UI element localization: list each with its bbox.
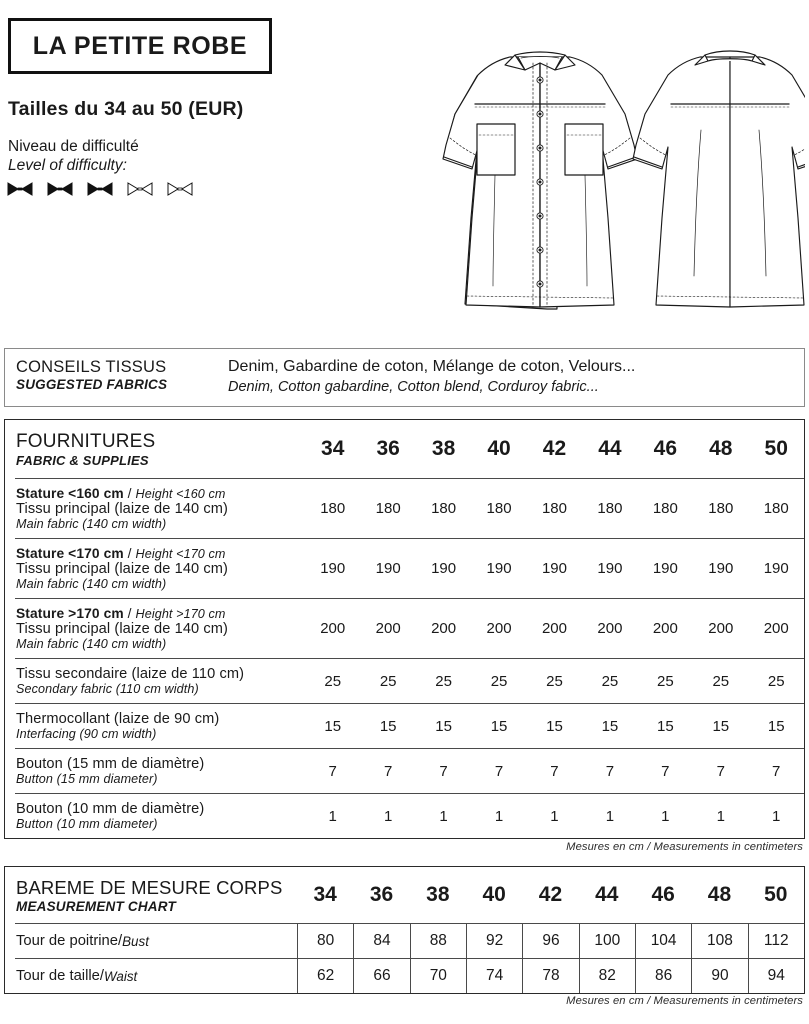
- supplies-cell-46: 15: [657, 717, 674, 735]
- supplies-cell-34: 180: [320, 500, 346, 517]
- measurement-size-header-cell-38: 38: [426, 883, 450, 906]
- brand-title-box: [8, 18, 272, 74]
- supplies-cell-50: 200: [763, 620, 789, 637]
- supplies-cell-48: 7: [716, 762, 725, 780]
- supplies-size-header-cell-42: 42: [542, 437, 567, 460]
- supplies-row-label-en: Secondary fabric (110 cm width): [16, 682, 199, 696]
- measurement-cell-48: 90: [691, 959, 747, 993]
- bowtie-spool-icon: [127, 182, 153, 196]
- supplies-row-values: [305, 718, 804, 735]
- supplies-cell-46: 190: [652, 560, 678, 577]
- supplies-cell-48: 25: [712, 672, 730, 690]
- supplies-cell-40: 180: [486, 500, 512, 517]
- measurement-cell-40: 74: [466, 959, 522, 993]
- supplies-cell-42: 25: [546, 672, 563, 690]
- supplies-row-label: [15, 539, 305, 598]
- supplies-size-header-cell-46: 46: [653, 437, 678, 460]
- supplies-cell-36: 180: [375, 500, 401, 517]
- supplies-row-label-fr: Tissu secondaire (laize de 110 cm): [16, 666, 245, 682]
- supplies-cell-40: 1: [494, 807, 504, 825]
- supplies-row-values: [305, 808, 804, 825]
- supplies-heading-fr: FOURNITURES: [16, 430, 156, 452]
- supplies-row-values: [305, 620, 804, 637]
- supplies-row-values: [305, 500, 804, 517]
- supplies-cell-38: 190: [431, 560, 457, 577]
- table-row: [15, 703, 804, 748]
- table-row: [15, 958, 804, 993]
- bowtie-spool-icon: [167, 182, 193, 196]
- measurement-footnote: Mesures en cm / Measurements in centimeters: [566, 995, 803, 1007]
- measurement-size-header-cell-50: 50: [764, 883, 788, 906]
- supplies-row-values: [305, 763, 804, 780]
- measurement-cell-48: 108: [691, 924, 747, 958]
- bowtie-spool-icon: [87, 182, 113, 196]
- supplies-cell-48: 200: [708, 620, 734, 637]
- supplies-cell-50: 15: [767, 717, 785, 735]
- supplies-size-header-cell-44: 44: [598, 437, 622, 460]
- measurement-cell-38: 70: [410, 959, 466, 993]
- supplies-row-label: [15, 794, 305, 838]
- supplies-cell-44: 1: [605, 807, 615, 825]
- fabrics-heading: [5, 358, 218, 392]
- supplies-cell-50: 7: [772, 762, 781, 780]
- measurement-rows: [5, 923, 804, 993]
- supplies-row-condition: Stature <170 cm / Height <170 cm: [16, 546, 226, 561]
- supplies-row-label-fr: Bouton (15 mm de diamètre): [16, 756, 205, 772]
- measurement-cell-50: 94: [748, 959, 804, 993]
- supplies-row-condition: Stature >170 cm / Height >170 cm: [16, 606, 226, 621]
- supplies-row-label-fr: Bouton (10 mm de diamètre): [16, 801, 205, 817]
- dress-back-technical-drawing: [633, 51, 805, 307]
- fabrics-values: [218, 358, 804, 395]
- supplies-cell-36: 25: [379, 672, 397, 690]
- supplies-cell-46: 180: [652, 500, 678, 517]
- table-row: [15, 793, 804, 838]
- supplies-cell-42: 180: [541, 500, 567, 517]
- supplies-row-label: [15, 659, 305, 703]
- supplies-cell-42: 200: [541, 620, 567, 637]
- measurement-cell-34: 80: [297, 924, 353, 958]
- measurement-heading-fr: BAREME DE MESURE CORPS: [16, 876, 283, 898]
- difficulty-rating: [7, 182, 193, 196]
- suggested-fabrics-table: [4, 348, 805, 407]
- measurement-cell-50: 112: [748, 924, 804, 958]
- supplies-cell-38: 1: [439, 807, 448, 825]
- supplies-footnote: Mesures en cm / Measurements in centimeters: [566, 841, 803, 853]
- supplies-row-values: [305, 560, 804, 577]
- dress-front-technical-drawing: [443, 52, 637, 309]
- supplies-cell-36: 200: [375, 620, 401, 637]
- supplies-row-label-en: Interfacing (90 cm width): [16, 727, 157, 741]
- supplies-cell-42: 190: [541, 560, 567, 577]
- measurement-header-row: [5, 867, 804, 923]
- measurement-size-header-cell-48: 48: [707, 883, 732, 906]
- supplies-cell-36: 15: [379, 717, 397, 735]
- supplies-size-header-cell-38: 38: [431, 437, 456, 460]
- measurement-cell-34: 62: [297, 959, 353, 993]
- table-row: [15, 748, 804, 793]
- fabrics-heading-en: SUGGESTED FABRICS: [16, 377, 168, 392]
- supplies-cell-38: 25: [435, 672, 452, 690]
- supplies-cell-50: 180: [763, 500, 789, 517]
- supplies-size-header-cell-40: 40: [487, 437, 511, 460]
- supplies-row-label-fr: Tissu principal (laize de 140 cm): [16, 621, 229, 637]
- supplies-rows: [5, 478, 804, 838]
- supplies-cell-48: 190: [708, 560, 734, 577]
- measurement-cell-42: 96: [522, 924, 578, 958]
- measurement-size-header-cell-46: 46: [651, 883, 675, 906]
- supplies-cell-50: 1: [772, 807, 781, 825]
- supplies-cell-50: 190: [763, 560, 789, 577]
- supplies-cell-44: 15: [601, 717, 619, 735]
- fabrics-value-fr: Denim, Gabardine de coton, Mélange de coton, Velours...: [228, 358, 636, 375]
- measurement-heading: [5, 877, 297, 914]
- table-row: [15, 923, 804, 958]
- supplies-cell-46: 25: [657, 672, 674, 690]
- supplies-cell-46: 200: [652, 620, 678, 637]
- supplies-heading-en: FABRIC & SUPPLIES: [16, 452, 149, 468]
- supplies-cell-36: 190: [375, 560, 401, 577]
- supplies-cell-42: 7: [550, 762, 559, 780]
- supplies-row-label: [15, 704, 305, 748]
- supplies-size-header-cell-48: 48: [709, 437, 733, 460]
- supplies-cell-40: 190: [486, 560, 512, 577]
- bowtie-spool-icon: [47, 182, 73, 196]
- table-row: [15, 538, 804, 598]
- table-row: [15, 478, 804, 538]
- measurement-cell-36: 66: [353, 959, 409, 993]
- measurement-cell-42: 78: [522, 959, 578, 993]
- supplies-heading: [5, 431, 305, 468]
- supplies-cell-44: 25: [601, 672, 619, 690]
- supplies-row-label: [15, 599, 305, 658]
- measurement-size-header-cell-36: 36: [369, 883, 394, 906]
- technical-drawings: [415, 18, 805, 330]
- measurement-row-label: Tour de poitrine / Bust: [16, 933, 149, 949]
- supplies-row-label-fr: Tissu principal (laize de 140 cm): [16, 561, 229, 577]
- measurement-cell-36: 84: [353, 924, 409, 958]
- supplies-cell-34: 200: [320, 620, 346, 637]
- supplies-cell-34: 1: [328, 807, 337, 825]
- supplies-cell-48: 180: [708, 500, 734, 517]
- supplies-cell-38: 7: [439, 762, 448, 780]
- supplies-cell-48: 1: [716, 807, 725, 825]
- supplies-row-label-en: Main fabric (140 cm width): [16, 637, 167, 651]
- difficulty-label-en: Level of difficulty:: [8, 157, 127, 174]
- supplies-size-header-cell-36: 36: [376, 437, 400, 460]
- supplies-cell-44: 190: [597, 560, 623, 577]
- supplies-cell-44: 180: [597, 500, 623, 517]
- supplies-cell-34: 190: [320, 560, 346, 577]
- supplies-row-label-en: Main fabric (140 cm width): [16, 517, 167, 531]
- supplies-cell-44: 200: [597, 620, 623, 637]
- measurement-cell-40: 92: [466, 924, 522, 958]
- supplies-cell-44: 7: [605, 762, 615, 780]
- supplies-row-label-en: Main fabric (140 cm width): [16, 577, 167, 591]
- table-row: [15, 658, 804, 703]
- supplies-cell-46: 7: [661, 762, 670, 780]
- supplies-row-label-fr: Tissu principal (laize de 140 cm): [16, 501, 229, 517]
- supplies-cell-38: 15: [435, 717, 452, 735]
- measurement-size-header-cell-40: 40: [482, 883, 506, 906]
- fabrics-value-en: Denim, Cotton gabardine, Cotton blend, Corduroy fabric...: [228, 379, 599, 395]
- supplies-cell-38: 200: [431, 620, 457, 637]
- supplies-row-values: [305, 673, 804, 690]
- supplies-row-label-en: Button (10 mm diameter): [16, 817, 158, 831]
- supplies-cell-46: 1: [661, 807, 670, 825]
- supplies-cell-42: 15: [546, 717, 563, 735]
- measurement-cell-44: 100: [579, 924, 635, 958]
- measurement-size-header-cell-42: 42: [538, 883, 563, 906]
- supplies-header-row: [5, 420, 804, 478]
- supplies-row-label: [15, 749, 305, 793]
- supplies-size-columns: [305, 437, 804, 461]
- supplies-cell-36: 1: [383, 807, 393, 825]
- table-row: [15, 598, 804, 658]
- supplies-row-label-en: Button (15 mm diameter): [16, 772, 158, 786]
- supplies-cell-42: 1: [550, 807, 559, 825]
- supplies-cell-34: 15: [324, 717, 342, 735]
- measurement-cell-46: 104: [635, 924, 691, 958]
- measurement-cell-46: 86: [635, 959, 691, 993]
- supplies-cell-38: 180: [431, 500, 457, 517]
- measurement-size-header-cell-44: 44: [595, 883, 619, 906]
- measurement-heading-en: MEASUREMENT CHART: [16, 898, 176, 914]
- difficulty-label-fr: Niveau de difficulté: [8, 138, 139, 155]
- page-title: LA PETITE ROBE: [32, 31, 248, 60]
- supplies-row-label-fr: Thermocollant (laize de 90 cm): [16, 711, 220, 727]
- supplies-cell-50: 25: [767, 672, 785, 690]
- measurement-chart-table: [4, 866, 805, 994]
- supplies-cell-40: 7: [494, 762, 504, 780]
- measurement-size-header-cell-34: 34: [313, 883, 337, 906]
- supplies-size-header-cell-34: 34: [321, 437, 345, 460]
- measurement-cell-44: 82: [579, 959, 635, 993]
- measurement-cell-38: 88: [410, 924, 466, 958]
- sizes-range-label: Tailles du 34 au 50 (EUR): [8, 98, 244, 120]
- supplies-cell-34: 7: [328, 762, 337, 780]
- measurement-row-values: [297, 924, 804, 958]
- supplies-cell-40: 200: [486, 620, 512, 637]
- fabrics-heading-fr: CONSEILS TISSUS: [16, 358, 167, 376]
- supplies-cell-36: 7: [383, 762, 393, 780]
- measurement-row-values: [297, 959, 804, 993]
- supplies-cell-40: 15: [490, 717, 508, 735]
- supplies-cell-34: 25: [324, 672, 342, 690]
- supplies-cell-40: 25: [490, 672, 508, 690]
- bowtie-spool-icon: [7, 182, 33, 196]
- table-row: [5, 349, 804, 406]
- supplies-cell-48: 15: [712, 717, 730, 735]
- measurement-size-columns: [297, 883, 804, 907]
- supplies-row-condition: Stature <160 cm / Height <160 cm: [16, 486, 226, 501]
- supplies-row-label: [15, 479, 305, 538]
- fabric-and-supplies-table: [4, 419, 805, 839]
- measurement-row-label: Tour de taille / Waist: [16, 968, 138, 984]
- supplies-size-header-cell-50: 50: [764, 437, 788, 460]
